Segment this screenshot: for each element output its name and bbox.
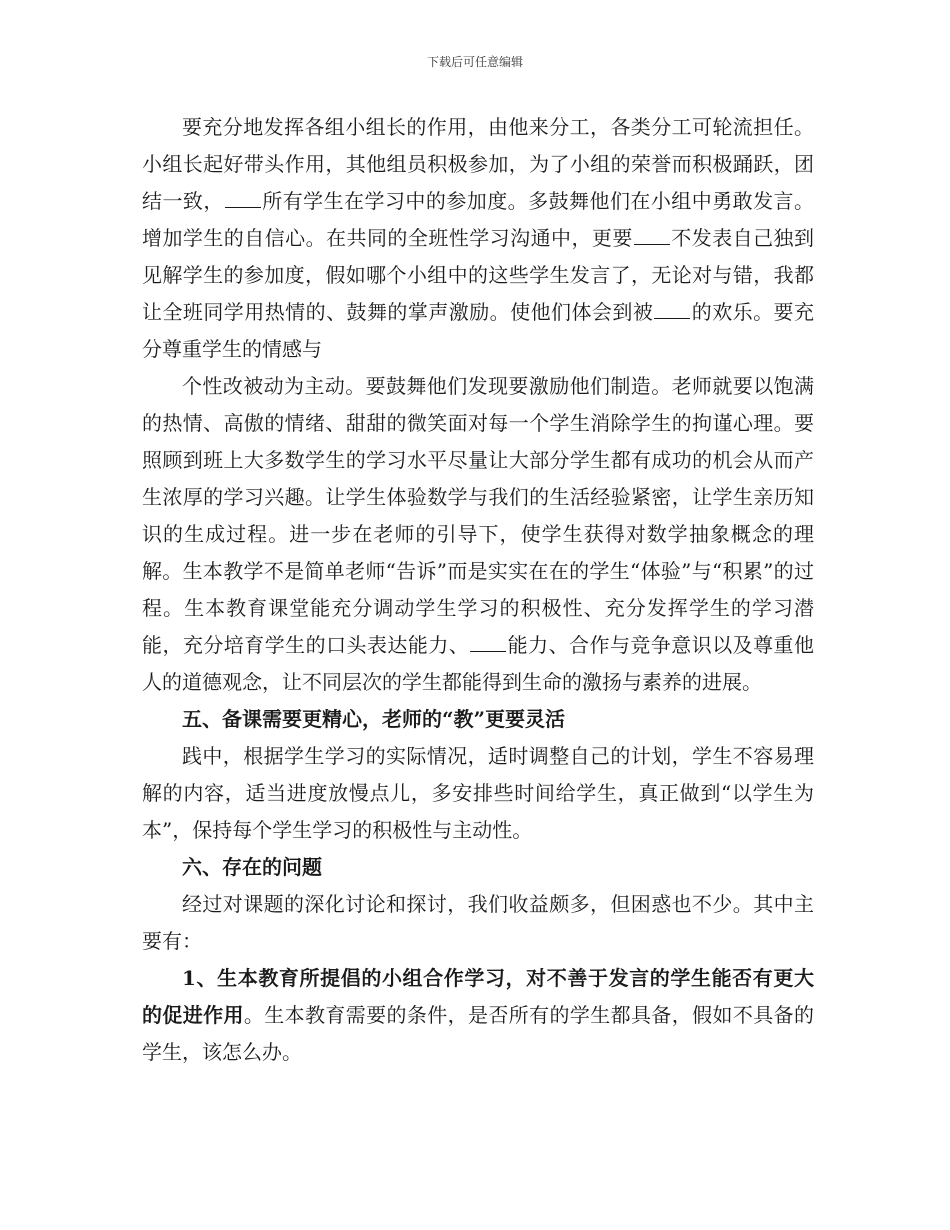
page-header: 下载后可任意编辑 [426, 55, 523, 69]
paragraph-text: 能力、合作与竞争意识以及尊重他人的道德观念，让不同层次的学生都能得到生命的激扬与素养的进展。 [142, 633, 815, 694]
paragraph-text: 要充分地发挥各组小组长的作用，由他来分工，各类分工可轮流担任。小组长起好带头作用，其他组员积极参加，为了小组的荣誉而积极踊跃，团结一致， [142, 115, 814, 213]
section-heading-5: 五、备课需要更精心，老师的“教”更要灵活 [182, 707, 566, 731]
paragraph-text: 个性改被动为主动。要鼓舞他们发现要激励他们制造。老师就要以饱满的热情、高傲的情绪、甜甜的微笑面对每一个学生消除学生的拘谨心理。要照顾到班上大多数学生的学习水平尽量让大部分学生都有成功的机会从而产生浓厚的学习兴趣。让学生体验数学与我们的生活经验紧密，让学生亲历知识的生成过程。进一步在老师的引导下，使学生获得对数学抽象概念的理解。生本教学不是简单老师“告诉”而是实实在在的学生“体验”与“积累”的过程。生本教育课堂能充分调动学生学习的积极性、充分发挥学生的学习潜能，充分培育学生的口头表达能力、 [142, 374, 814, 657]
paragraph-text: 所有学生在学习中的参加度。多鼓舞他们在小组中勇敢发言。增加学生的自信心。在共同的全班性学习沟通中，更要 [142, 189, 815, 250]
paragraph-group-leader [142, 109, 814, 368]
fill-blank [654, 300, 690, 319]
paragraph-problems-intro: 经过对课题的深化讨论和探讨，我们收益颇多，但困惑也不少。其中主要有： [142, 892, 814, 953]
paragraph-text: 。生本教育需要的条件，是否所有的学生都具备，假如不具备的学生，该怎么办。 [142, 1003, 814, 1064]
paragraph-personality [142, 368, 814, 701]
problem-1-bold: 1、生本教育所提倡的小组合作学习，对不善于发言的学生能否有更大的促进作用 [142, 966, 814, 1027]
section-heading-6: 六、存在的问题 [182, 855, 322, 879]
paragraph-problem-1 [142, 960, 814, 1071]
paragraph-text: 的欢乐。要充分尊重学生的情感与 [142, 300, 815, 361]
fill-blank [470, 633, 506, 652]
fill-blank [225, 189, 261, 208]
document-body [142, 109, 814, 1071]
paragraph-practice: 践中，根据学生学习的实际情况，适时调整自己的计划，学生不容易理解的内容，适当进度放慢点儿，多安排些时间给学生，真正做到“以学生为本”，保持每个学生学习的积极性与主动性。 [142, 744, 814, 842]
fill-blank [634, 226, 670, 245]
paragraph-text: 不发表自己独到见解学生的参加度，假如哪个小组中的这些学生发言了，无论对与错，我都让全班同学用热情的、鼓舞的掌声激励。使他们体会到被 [142, 226, 815, 324]
